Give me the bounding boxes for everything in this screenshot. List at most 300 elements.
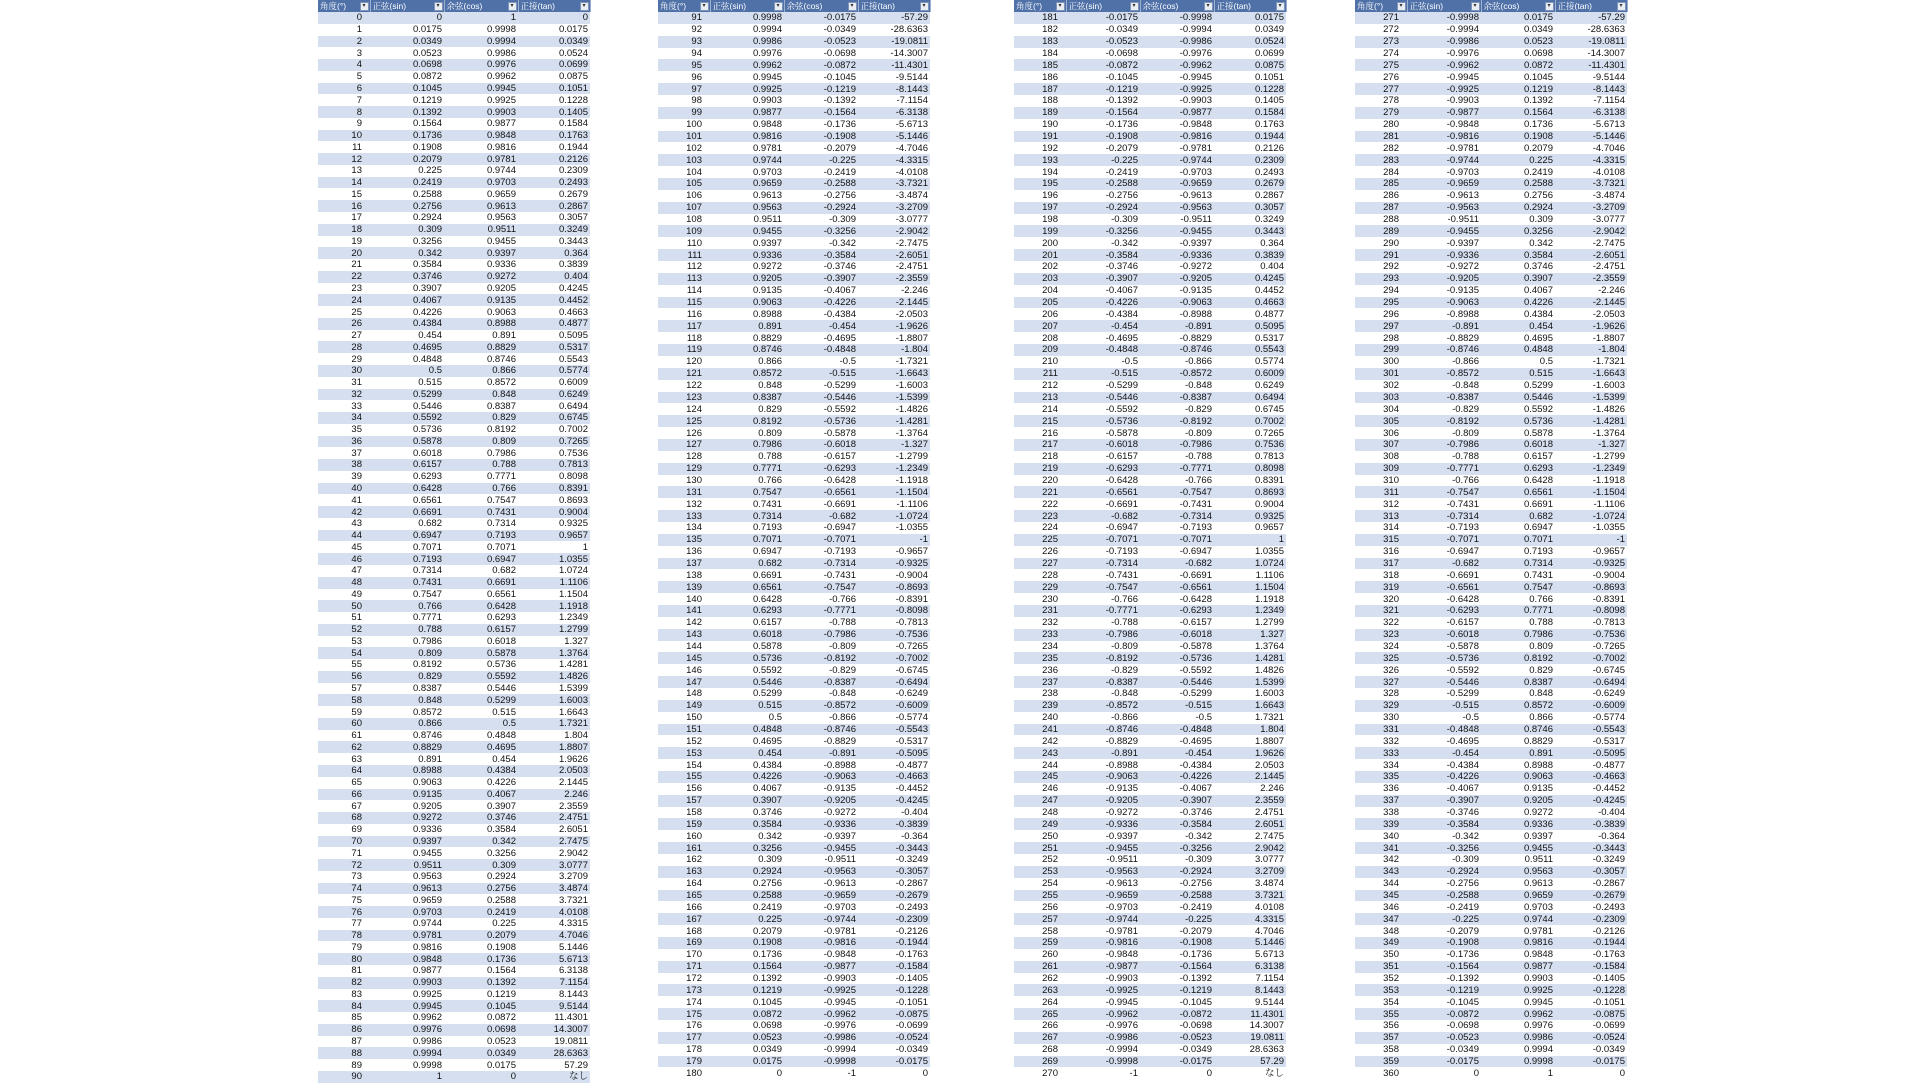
tan-cell[interactable]: -0.6745 [858,664,930,676]
angle-cell[interactable]: 297 [1355,320,1407,332]
cos-cell[interactable]: 0.4848 [444,730,518,742]
sin-cell[interactable]: -0.4384 [1066,308,1140,320]
sin-cell[interactable]: -0.9135 [1407,285,1481,297]
cos-cell[interactable]: -0.1564 [1140,961,1214,973]
cos-cell[interactable]: 0.9903 [1481,973,1555,985]
column-header[interactable] [1066,0,1140,12]
angle-cell[interactable]: 234 [1014,641,1066,653]
tan-cell[interactable]: 9.5144 [518,1000,590,1012]
sin-cell[interactable]: -0.1564 [1407,961,1481,973]
cos-cell[interactable]: 0.3907 [1481,273,1555,285]
angle-cell[interactable]: 27 [318,330,370,342]
sin-cell[interactable]: 0.1392 [710,973,784,985]
angle-cell[interactable]: 17 [318,212,370,224]
tan-cell[interactable]: 3.4874 [518,883,590,895]
angle-cell[interactable]: 245 [1014,771,1066,783]
cos-cell[interactable]: 0.7986 [444,447,518,459]
sin-cell[interactable]: -0.848 [1066,688,1140,700]
cos-cell[interactable]: 0.9994 [1481,1044,1555,1056]
angle-cell[interactable]: 270 [1014,1067,1066,1080]
sin-cell[interactable]: 0.6428 [710,593,784,605]
sin-cell[interactable]: 0.7986 [710,439,784,451]
tan-cell[interactable]: -0.8693 [1555,581,1627,593]
sin-cell[interactable]: 0.4067 [370,294,444,306]
tan-cell[interactable]: -0.0524 [1555,1032,1627,1044]
cos-cell[interactable]: 0.0698 [444,1024,518,1036]
angle-cell[interactable]: 315 [1355,534,1407,546]
angle-cell[interactable]: 101 [658,131,710,143]
cos-cell[interactable]: -0.5592 [1140,664,1214,676]
cos-cell[interactable]: -0.1392 [1140,973,1214,985]
cos-cell[interactable]: 0.9613 [444,200,518,212]
sin-cell[interactable]: -0.9848 [1066,949,1140,961]
cos-cell[interactable]: 0.4067 [444,789,518,801]
sin-cell[interactable]: -0.9336 [1407,249,1481,261]
sin-cell[interactable]: -0.1908 [1407,937,1481,949]
angle-cell[interactable]: 194 [1014,166,1066,178]
sin-cell[interactable]: 0.0523 [710,1032,784,1044]
cos-cell[interactable]: -0.9925 [1140,83,1214,95]
angle-cell[interactable]: 55 [318,659,370,671]
cos-cell[interactable]: -0.4848 [784,344,858,356]
sin-cell[interactable]: 0.5446 [370,400,444,412]
sin-cell[interactable]: 0.5299 [370,389,444,401]
sin-cell[interactable]: 0.9976 [710,48,784,60]
tan-cell[interactable]: 1.804 [518,730,590,742]
angle-cell[interactable]: 215 [1014,415,1066,427]
sin-cell[interactable]: 0.3746 [370,271,444,283]
sin-cell[interactable]: 0.7431 [370,577,444,589]
cos-cell[interactable]: -0.9563 [1140,202,1214,214]
column-header[interactable] [1214,0,1286,12]
angle-cell[interactable]: 111 [658,249,710,261]
tan-cell[interactable]: 2.4751 [518,812,590,824]
tan-cell[interactable]: 0.3057 [518,212,590,224]
tan-cell[interactable]: 0.404 [1214,261,1286,273]
tan-cell[interactable]: 6.3138 [1214,961,1286,973]
sin-cell[interactable]: -0.225 [1407,913,1481,925]
tan-cell[interactable]: -0.9004 [1555,569,1627,581]
sin-cell[interactable]: 0.5878 [370,436,444,448]
angle-cell[interactable]: 353 [1355,984,1407,996]
cos-cell[interactable]: -0.515 [784,368,858,380]
angle-cell[interactable]: 251 [1014,842,1066,854]
sin-cell[interactable]: 0.2588 [710,890,784,902]
tan-cell[interactable]: -3.2709 [1555,202,1627,214]
sin-cell[interactable]: -0.6947 [1407,546,1481,558]
sin-cell[interactable]: 0.0523 [370,47,444,59]
angle-cell[interactable]: 162 [658,854,710,866]
cos-cell[interactable]: 0.4384 [1481,308,1555,320]
cos-cell[interactable]: -0.9976 [784,1020,858,1032]
sin-cell[interactable]: -0.5592 [1066,403,1140,415]
angle-cell[interactable]: 333 [1355,747,1407,759]
filter-dropdown-icon[interactable]: ▾ [1276,2,1285,11]
sin-cell[interactable]: -0.4848 [1407,724,1481,736]
tan-cell[interactable]: -3.0777 [1555,214,1627,226]
tan-cell[interactable]: 57.29 [1214,1056,1286,1068]
sin-cell[interactable]: 0.3746 [710,807,784,819]
sin-cell[interactable]: -0.9781 [1407,142,1481,154]
tan-cell[interactable]: -0.2679 [858,890,930,902]
sin-cell[interactable]: -0.2588 [1066,178,1140,190]
tan-cell[interactable]: -3.4874 [858,190,930,202]
sin-cell[interactable]: 0.9272 [370,812,444,824]
tan-cell[interactable]: -9.5144 [858,71,930,83]
cos-cell[interactable]: 0.9781 [444,153,518,165]
angle-cell[interactable]: 159 [658,818,710,830]
cos-cell[interactable]: -0.2079 [784,142,858,154]
angle-cell[interactable]: 105 [658,178,710,190]
angle-cell[interactable]: 272 [1355,24,1407,36]
cos-cell[interactable]: 0.9613 [1481,878,1555,890]
tan-cell[interactable]: -0.0875 [858,1008,930,1020]
tan-cell[interactable]: 9.5144 [1214,996,1286,1008]
angle-cell[interactable]: 143 [658,629,710,641]
cos-cell[interactable]: -0.2419 [1140,901,1214,913]
angle-cell[interactable]: 19 [318,236,370,248]
tan-cell[interactable]: -8.1443 [858,83,930,95]
tan-cell[interactable]: 0.2126 [1214,142,1286,154]
angle-cell[interactable]: 253 [1014,866,1066,878]
tan-cell[interactable]: 1.0724 [1214,558,1286,570]
cos-cell[interactable]: -0.7771 [1140,463,1214,475]
tan-cell[interactable]: 0.3249 [1214,214,1286,226]
sin-cell[interactable]: 0.788 [710,451,784,463]
tan-cell[interactable]: -14.3007 [858,48,930,60]
sin-cell[interactable]: -0.9205 [1066,795,1140,807]
tan-cell[interactable]: -1.2799 [858,451,930,463]
angle-cell[interactable]: 282 [1355,142,1407,154]
angle-cell[interactable]: 48 [318,577,370,589]
tan-cell[interactable]: 1.0355 [518,553,590,565]
sin-cell[interactable]: 0.682 [370,518,444,530]
cos-cell[interactable]: -0.9945 [784,996,858,1008]
angle-cell[interactable]: 197 [1014,202,1066,214]
filter-dropdown-icon[interactable]: ▾ [580,2,589,11]
sin-cell[interactable]: -0.9976 [1066,1020,1140,1032]
tan-cell[interactable]: -1.0355 [1555,522,1627,534]
cos-cell[interactable]: 0.9877 [1481,961,1555,973]
angle-cell[interactable]: 168 [658,925,710,937]
cos-cell[interactable]: -0.9613 [784,878,858,890]
sin-cell[interactable]: -0.0175 [1407,1056,1481,1068]
cos-cell[interactable]: -0.9205 [1140,273,1214,285]
angle-cell[interactable]: 283 [1355,154,1407,166]
cos-cell[interactable]: 0.3746 [1481,261,1555,273]
sin-cell[interactable]: 0.2419 [710,901,784,913]
cos-cell[interactable]: 0 [444,1071,518,1083]
angle-cell[interactable]: 173 [658,984,710,996]
sin-cell[interactable]: -0.5446 [1066,392,1140,404]
sin-cell[interactable]: -0.6428 [1066,475,1140,487]
cos-cell[interactable]: -0.848 [784,688,858,700]
cos-cell[interactable]: 0.8988 [1481,759,1555,771]
tan-cell[interactable]: 4.7046 [518,930,590,942]
tan-cell[interactable]: 2.246 [1214,783,1286,795]
angle-cell[interactable]: 10 [318,130,370,142]
tan-cell[interactable]: -0.7813 [858,617,930,629]
sin-cell[interactable]: -0.3746 [1407,807,1481,819]
angle-cell[interactable]: 140 [658,593,710,605]
cos-cell[interactable]: 0.225 [1481,154,1555,166]
angle-cell[interactable]: 274 [1355,48,1407,60]
angle-cell[interactable]: 49 [318,589,370,601]
angle-cell[interactable]: 213 [1014,392,1066,404]
sin-cell[interactable]: 0.2756 [710,878,784,890]
tan-cell[interactable]: 0.6494 [518,400,590,412]
tan-cell[interactable]: 57.29 [518,1059,590,1071]
cos-cell[interactable]: -0.9272 [1140,261,1214,273]
cos-cell[interactable]: 0.9945 [444,83,518,95]
angle-cell[interactable]: 336 [1355,783,1407,795]
sin-cell[interactable]: 0.4226 [370,306,444,318]
cos-cell[interactable]: 0.6018 [444,636,518,648]
cos-cell[interactable]: -0.3256 [784,225,858,237]
cos-cell[interactable]: -0.9848 [1140,119,1214,131]
sin-cell[interactable]: -0.9945 [1066,996,1140,1008]
cos-cell[interactable]: 0.7547 [444,494,518,506]
angle-cell[interactable]: 25 [318,306,370,318]
cos-cell[interactable]: -0.7071 [1140,534,1214,546]
tan-cell[interactable]: 0.2309 [1214,154,1286,166]
sin-cell[interactable]: -0.7071 [1407,534,1481,546]
tan-cell[interactable]: -0.4877 [1555,759,1627,771]
sin-cell[interactable]: -0.9455 [1407,225,1481,237]
angle-cell[interactable]: 90 [318,1071,370,1083]
cos-cell[interactable]: -0.9986 [784,1032,858,1044]
sin-cell[interactable]: 0.788 [370,624,444,636]
cos-cell[interactable]: 0.9976 [1481,1020,1555,1032]
cos-cell[interactable]: -0.8192 [784,652,858,664]
angle-cell[interactable]: 188 [1014,95,1066,107]
angle-cell[interactable]: 80 [318,953,370,965]
tan-cell[interactable]: -1.6643 [858,368,930,380]
filter-dropdown-icon[interactable]: ▾ [1204,2,1213,11]
sin-cell[interactable]: 0.5736 [710,652,784,664]
cos-cell[interactable]: 0.3256 [1481,225,1555,237]
cos-cell[interactable]: -0.9613 [1140,190,1214,202]
cos-cell[interactable]: -0.7193 [784,546,858,558]
column-header[interactable] [370,0,444,12]
tan-cell[interactable]: 0.0699 [518,59,590,71]
tan-cell[interactable]: 0.2867 [1214,190,1286,202]
sin-cell[interactable]: -0.788 [1066,617,1140,629]
angle-cell[interactable]: 47 [318,565,370,577]
sin-cell[interactable]: 0.6561 [370,494,444,506]
cos-cell[interactable]: 0.6157 [1481,451,1555,463]
tan-cell[interactable]: 5.6713 [518,953,590,965]
angle-cell[interactable]: 176 [658,1020,710,1032]
tan-cell[interactable]: -5.6713 [1555,119,1627,131]
angle-cell[interactable]: 163 [658,866,710,878]
angle-cell[interactable]: 286 [1355,190,1407,202]
tan-cell[interactable]: -0.8098 [1555,605,1627,617]
tan-cell[interactable]: 0.1584 [1214,107,1286,119]
angle-cell[interactable]: 28 [318,341,370,353]
tan-cell[interactable]: 5.1446 [518,941,590,953]
cos-cell[interactable]: 0.7431 [444,506,518,518]
tan-cell[interactable]: -3.7321 [858,178,930,190]
cos-cell[interactable]: 1 [1481,1067,1555,1080]
angle-cell[interactable]: 349 [1355,937,1407,949]
angle-cell[interactable]: 334 [1355,759,1407,771]
cos-cell[interactable]: 0.8829 [444,341,518,353]
tan-cell[interactable]: 1.804 [1214,724,1286,736]
sin-cell[interactable]: 0.9613 [370,883,444,895]
tan-cell[interactable]: -6.3138 [1555,107,1627,119]
cos-cell[interactable]: 0.866 [1481,712,1555,724]
angle-cell[interactable]: 239 [1014,700,1066,712]
cos-cell[interactable]: 0.6561 [1481,486,1555,498]
angle-cell[interactable]: 227 [1014,558,1066,570]
angle-cell[interactable]: 146 [658,664,710,676]
sin-cell[interactable]: 0.7193 [710,522,784,534]
angle-cell[interactable]: 219 [1014,463,1066,475]
tan-cell[interactable]: -3.0777 [858,214,930,226]
cos-cell[interactable]: -0.5736 [784,415,858,427]
tan-cell[interactable]: 2.7475 [1214,830,1286,842]
cos-cell[interactable]: -0.5 [784,356,858,368]
sin-cell[interactable]: 0.1045 [710,996,784,1008]
cos-cell[interactable]: -0.7986 [1140,439,1214,451]
cos-cell[interactable]: 0.309 [1481,214,1555,226]
tan-cell[interactable]: 1.1504 [518,589,590,601]
cos-cell[interactable]: 0.5 [1481,356,1555,368]
cos-cell[interactable]: 0.2588 [444,894,518,906]
tan-cell[interactable]: -0.6009 [858,700,930,712]
angle-cell[interactable]: 153 [658,747,710,759]
sin-cell[interactable]: -0.809 [1407,427,1481,439]
cos-cell[interactable]: -0.1219 [784,83,858,95]
filter-dropdown-icon[interactable]: ▾ [920,2,929,11]
angle-cell[interactable]: 330 [1355,712,1407,724]
cos-cell[interactable]: 0.8387 [1481,676,1555,688]
angle-cell[interactable]: 120 [658,356,710,368]
tan-cell[interactable]: -1.2349 [858,463,930,475]
cos-cell[interactable]: 0.8572 [444,377,518,389]
angle-cell[interactable]: 119 [658,344,710,356]
angle-cell[interactable]: 231 [1014,605,1066,617]
cos-cell[interactable]: -0.9511 [784,854,858,866]
angle-cell[interactable]: 102 [658,142,710,154]
angle-cell[interactable]: 210 [1014,356,1066,368]
cos-cell[interactable]: 0.8572 [1481,700,1555,712]
tan-cell[interactable]: 0.4452 [518,294,590,306]
sin-cell[interactable]: 0.5 [710,712,784,724]
cos-cell[interactable]: -0.682 [784,510,858,522]
sin-cell[interactable]: -0.9397 [1066,830,1140,842]
cos-cell[interactable]: 0.8192 [1481,652,1555,664]
angle-cell[interactable]: 225 [1014,534,1066,546]
angle-cell[interactable]: 260 [1014,949,1066,961]
angle-cell[interactable]: 222 [1014,498,1066,510]
tan-cell[interactable]: -0.3443 [858,842,930,854]
sin-cell[interactable]: 0.1045 [370,83,444,95]
tan-cell[interactable]: 2.6051 [518,824,590,836]
tan-cell[interactable]: 1.1504 [1214,581,1286,593]
angle-cell[interactable]: 141 [658,605,710,617]
tan-cell[interactable]: 2.4751 [1214,807,1286,819]
angle-cell[interactable]: 316 [1355,546,1407,558]
cos-cell[interactable]: -0.225 [1140,913,1214,925]
tan-cell[interactable]: -1.0724 [1555,510,1627,522]
tan-cell[interactable]: 0.7002 [518,424,590,436]
sin-cell[interactable]: 0.829 [710,403,784,415]
sin-cell[interactable]: -0.9613 [1066,878,1140,890]
cos-cell[interactable]: -0.1736 [784,119,858,131]
angle-cell[interactable]: 200 [1014,237,1066,249]
tan-cell[interactable]: 0.0875 [1214,59,1286,71]
cos-cell[interactable]: -0.454 [784,320,858,332]
sin-cell[interactable]: -0.2079 [1407,925,1481,937]
angle-cell[interactable]: 290 [1355,237,1407,249]
sin-cell[interactable]: 0.9962 [710,59,784,71]
sin-cell[interactable]: 0.7547 [370,589,444,601]
cos-cell[interactable]: 0.9511 [1481,854,1555,866]
sin-cell[interactable]: -0.9397 [1407,237,1481,249]
sin-cell[interactable]: -0.9744 [1066,913,1140,925]
cos-cell[interactable]: 0.515 [1481,368,1555,380]
tan-cell[interactable]: -0.5774 [858,712,930,724]
cos-cell[interactable]: 0.515 [444,706,518,718]
angle-cell[interactable]: 235 [1014,652,1066,664]
angle-cell[interactable]: 248 [1014,807,1066,819]
tan-cell[interactable]: -2.9042 [1555,225,1627,237]
sin-cell[interactable]: 0.6018 [370,447,444,459]
angle-cell[interactable]: 232 [1014,617,1066,629]
cos-cell[interactable]: -0.9511 [1140,214,1214,226]
cos-cell[interactable]: 0.7193 [1481,546,1555,558]
tan-cell[interactable]: 19.0811 [1214,1032,1286,1044]
cos-cell[interactable]: 0.809 [444,436,518,448]
angle-cell[interactable]: 5 [318,71,370,83]
angle-cell[interactable]: 242 [1014,735,1066,747]
sin-cell[interactable]: 0.6561 [710,581,784,593]
angle-cell[interactable]: 301 [1355,368,1407,380]
angle-cell[interactable]: 238 [1014,688,1066,700]
sin-cell[interactable]: 0.9986 [370,1036,444,1048]
sin-cell[interactable]: 0.5736 [370,424,444,436]
sin-cell[interactable]: -0.3256 [1407,842,1481,854]
sin-cell[interactable]: -0.9925 [1066,984,1140,996]
angle-cell[interactable]: 91 [658,12,710,24]
angle-cell[interactable]: 319 [1355,581,1407,593]
tan-cell[interactable]: 0.2493 [1214,166,1286,178]
tan-cell[interactable]: -0.9325 [1555,558,1627,570]
sin-cell[interactable]: -0.515 [1066,368,1140,380]
angle-cell[interactable]: 214 [1014,403,1066,415]
angle-cell[interactable]: 84 [318,1000,370,1012]
tan-cell[interactable]: 0.7813 [518,459,590,471]
angle-cell[interactable]: 30 [318,365,370,377]
tan-cell[interactable]: 1.2799 [518,624,590,636]
sin-cell[interactable]: -0.342 [1066,237,1140,249]
angle-cell[interactable]: 164 [658,878,710,890]
tan-cell[interactable]: -5.6713 [858,119,930,131]
tan-cell[interactable]: 1.5399 [1214,676,1286,688]
sin-cell[interactable]: 0.515 [710,700,784,712]
cos-cell[interactable]: 0.9659 [1481,890,1555,902]
sin-cell[interactable]: 0.9455 [710,225,784,237]
cos-cell[interactable]: -0.7771 [784,605,858,617]
tan-cell[interactable]: -1.4826 [1555,403,1627,415]
cos-cell[interactable]: -0.8387 [1140,392,1214,404]
angle-cell[interactable]: 20 [318,247,370,259]
sin-cell[interactable]: -0.5446 [1407,676,1481,688]
cos-cell[interactable]: 0.8746 [1481,724,1555,736]
angle-cell[interactable]: 46 [318,553,370,565]
